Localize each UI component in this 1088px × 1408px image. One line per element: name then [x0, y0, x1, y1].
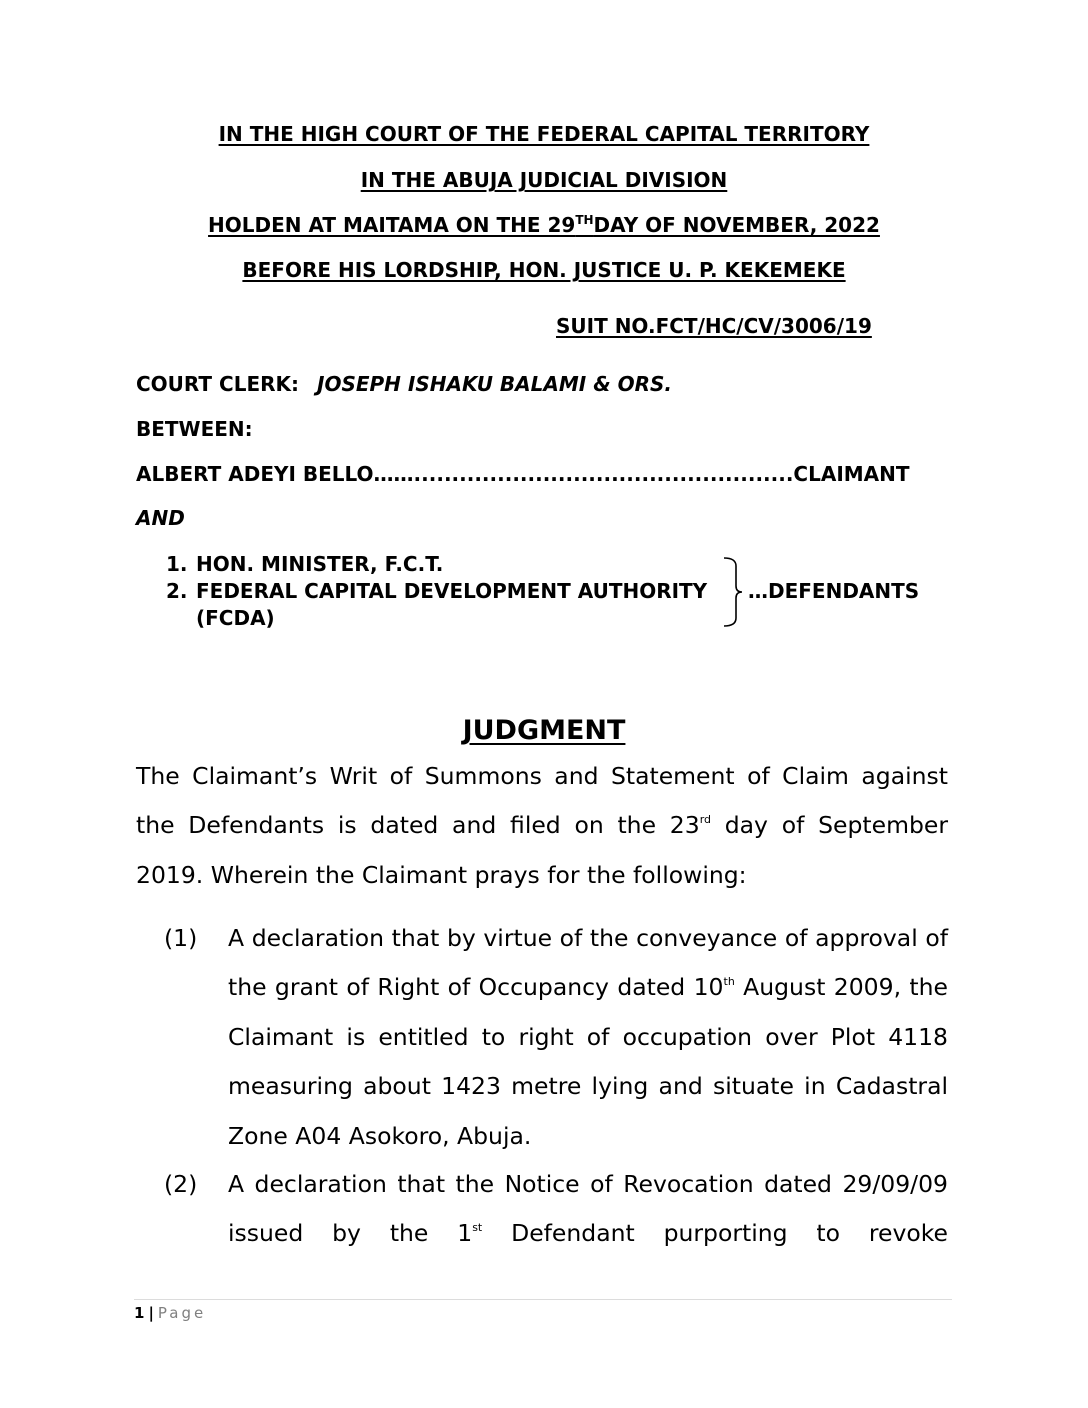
prayer-label: (1)	[164, 924, 198, 952]
prayer-paragraph: A declaration that by virtue of the conveyance of approval of the grant of Right of Occupancy dated 10th August 2009, the Claimant is entitled to right of occupation over Plot 4118 measuring about 1423 metre lying and situate in Cadastral Zone A04 Asokoro, Abuja.	[228, 924, 948, 1150]
justice-heading: BEFORE HIS LORDSHIP, HON. JUSTICE U. P. KEKEMEKE	[242, 258, 846, 282]
defendant-item: 2. FEDERAL CAPITAL DEVELOPMENT AUTHORITY	[166, 579, 708, 603]
division-heading: IN THE ABUJA JUDICIAL DIVISION	[360, 168, 728, 192]
prayer-label: (2)	[164, 1170, 198, 1198]
court-clerk-line	[136, 372, 672, 396]
page-footer	[134, 1304, 206, 1322]
holden-heading: HOLDEN AT MAITAMA ON THE 29THDAY OF NOVEMBER, 2022	[208, 213, 880, 237]
court-clerk-name: JOSEPH ISHAKU BALAMI & ORS.	[317, 372, 672, 396]
prayer-paragraph: A declaration that the Notice of Revocation dated 29/09/09 issued by the 1st Defendant purporting to revoke	[228, 1170, 948, 1248]
right-brace-icon	[722, 556, 744, 628]
defendants-list	[166, 551, 707, 632]
court-clerk-label: COURT CLERK:	[136, 372, 300, 396]
footer-divider	[134, 1299, 952, 1300]
intro-paragraph: The Claimant’s Writ of Summons and Statement of Claim against the Defendants is dated and filed on the 23rd day of September 2019. Wherein the Claimant prays for the following:	[136, 762, 948, 889]
defendant-item: 1. HON. MINISTER, F.C.T.	[166, 552, 444, 576]
and-label: AND	[136, 506, 185, 530]
suit-number: SUIT NO.FCT/HC/CV/3006/19	[556, 314, 872, 338]
claimant-line: ALBERT ADEYI BELLO……..................................................CLAIMANT	[136, 462, 910, 486]
page-number: 1	[134, 1304, 145, 1322]
between-label: BETWEEN:	[136, 417, 253, 441]
page-word: Page	[157, 1304, 207, 1322]
defendant-item-continuation: (FCDA)	[196, 606, 275, 630]
document-title: JUDGMENT	[462, 715, 626, 746]
defendants-label: …DEFENDANTS	[748, 579, 920, 603]
court-heading: IN THE HIGH COURT OF THE FEDERAL CAPITAL TERRITORY	[218, 122, 870, 146]
footer-separator: |	[148, 1304, 154, 1322]
